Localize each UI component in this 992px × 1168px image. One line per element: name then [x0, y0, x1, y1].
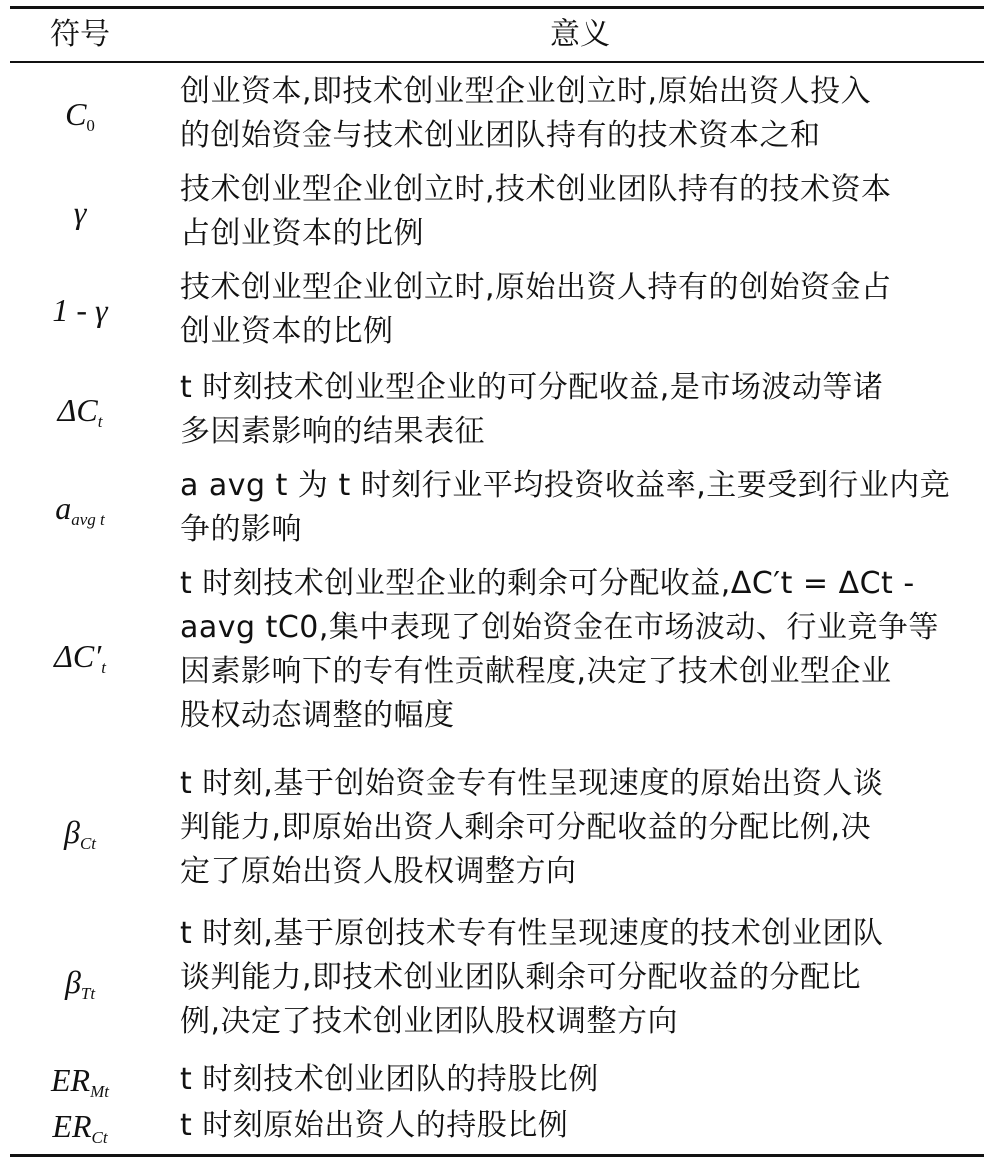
meaning-line: 定了原始出资人股权调整方向: [180, 854, 577, 889]
symbol-cell: [10, 1110, 150, 1146]
meaning-line: 创业资本的比例: [180, 314, 394, 349]
symbol-cell: [10, 196, 150, 232]
meaning-cell: [180, 762, 975, 894]
symbol-cell: [10, 294, 150, 330]
meaning-line: aavg tC0,集中表现了创始资金在市场波动、行业竞争等: [180, 610, 939, 645]
symbol-main: ΔC′: [54, 638, 102, 674]
meaning-cell: [180, 562, 975, 738]
meaning-line: 的创始资金与技术创业团队持有的技术资本之和: [180, 118, 821, 153]
meaning-line: 股权动态调整的幅度: [180, 698, 455, 733]
symbol-main: β: [64, 814, 80, 850]
meaning-line: 判能力,即原始出资人剩余可分配收益的分配比例,决: [180, 810, 872, 845]
symbol-cell: [10, 98, 150, 134]
table-bottom-rule: [10, 1154, 984, 1157]
meaning-cell: [180, 464, 975, 552]
meaning-cell: [180, 266, 975, 354]
meaning-line: t 时刻原始出资人的持股比例: [180, 1108, 569, 1143]
meaning-line: 谈判能力,即技术创业团队剩余可分配收益的分配比: [180, 960, 862, 995]
symbol-sub: Ct: [79, 834, 96, 853]
meaning-line: t 时刻技术创业型企业的可分配收益,是市场波动等诸: [180, 370, 884, 405]
meaning-line: 例,决定了技术创业团队股权调整方向: [180, 1004, 679, 1039]
symbol-sub: avg t: [71, 510, 105, 529]
symbol-sub: Ct: [91, 1128, 108, 1147]
meaning-cell: [180, 168, 975, 256]
meaning-line: 占创业资本的比例: [180, 216, 424, 251]
symbol-sub: t: [101, 658, 106, 677]
meaning-cell: [180, 912, 975, 1044]
meaning-cell: [180, 1058, 975, 1102]
symbol-sub: t: [97, 412, 103, 431]
meaning-line: 技术创业型企业创立时,原始出资人持有的创始资金占: [180, 270, 892, 305]
symbol-sub: 0: [86, 116, 95, 135]
table-top-rule: [10, 6, 984, 9]
symbol-main: β: [64, 964, 81, 1000]
meaning-cell: [180, 1104, 975, 1148]
header-symbol: 符号: [50, 17, 110, 52]
meaning-line: t 时刻,基于创始资金专有性呈现速度的原始出资人谈: [180, 766, 884, 801]
symbol-sub: Mt: [90, 1082, 109, 1101]
meaning-cell: [180, 70, 975, 158]
symbol-main: γ: [73, 194, 87, 230]
symbol-main: ΔC: [57, 392, 98, 428]
symbol-main: 1 - γ: [52, 292, 108, 328]
symbol-cell: [10, 492, 150, 528]
meaning-line: t 时刻,基于原创技术专有性呈现速度的技术创业团队: [180, 916, 884, 951]
table-header-rule: [10, 61, 984, 63]
symbol-cell: [10, 1064, 150, 1100]
meaning-line: 技术创业型企业创立时,技术创业团队持有的技术资本: [180, 172, 892, 207]
meaning-line: 创业资本,即技术创业型企业创立时,原始出资人投入: [180, 74, 872, 109]
symbol-cell: [10, 816, 150, 852]
header-meaning: 意义: [550, 17, 610, 52]
symbol-main: ER: [52, 1108, 92, 1144]
meaning-line: 争的影响: [180, 512, 302, 547]
symbol-cell: [10, 966, 150, 1002]
symbol-main: a: [55, 490, 72, 526]
meaning-cell: [180, 366, 975, 454]
meaning-line: 多因素影响的结果表征: [180, 414, 485, 449]
symbol-sub: Tt: [80, 984, 96, 1003]
symbol-main: ER: [51, 1062, 91, 1098]
symbol-main: C: [65, 96, 87, 132]
symbol-cell: [10, 394, 150, 430]
meaning-line: a avg t 为 t 时刻行业平均投资收益率,主要受到行业内竞: [180, 468, 951, 503]
symbol-cell: [10, 640, 150, 676]
meaning-line: t 时刻技术创业团队的持股比例: [180, 1062, 599, 1097]
meaning-line: 因素影响下的专有性贡献程度,决定了技术创业型企业: [180, 654, 892, 689]
meaning-line: t 时刻技术创业型企业的剩余可分配收益,ΔC′t = ΔCt -: [180, 566, 915, 601]
